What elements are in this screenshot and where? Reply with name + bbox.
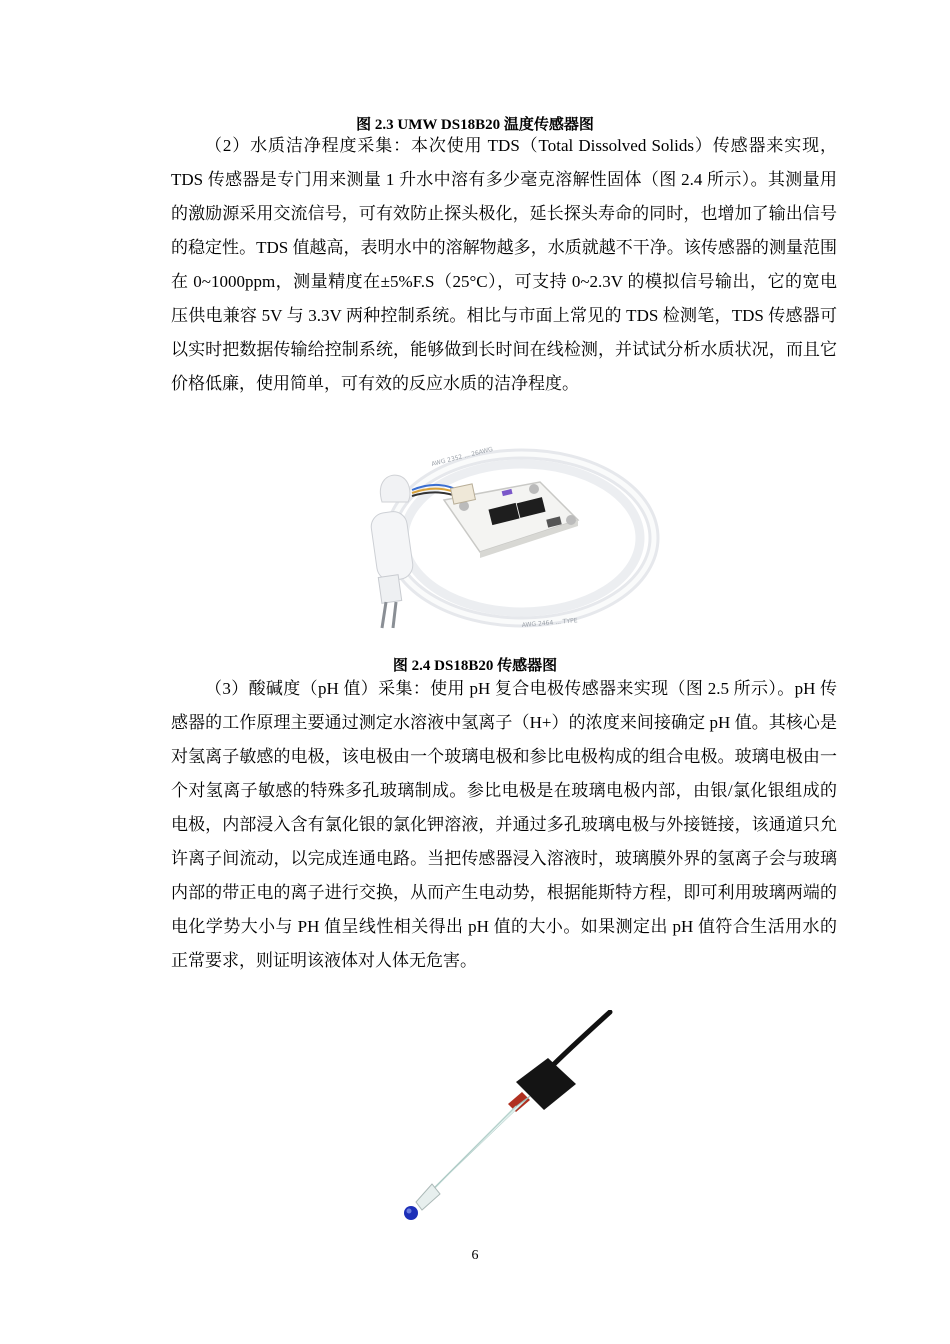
paragraph-ph: （3）酸碱度（pH 值）采集：使用 pH 复合电极传感器来实现（图 2.5 所示）。pH 传感器的工作原理主要通过测定水溶液中氢离子（H+）的浓度来间接确定 pH 值。其核心是对氢离子敏感的电极，该电极由一个玻璃电极和参比电极构成的组合电极。玻璃电极由一个对氢离子敏感的特殊多孔玻璃制成。参比电极是在玻璃电极内部，由银/氯化银组成的电极，内部浸入含有氯化银的氯化钾溶液，并通过多孔玻璃电极与外接链接，该通道只允许离子间流动，以完成连通电路。当把传感器浸入溶液时，玻璃膜外界的氢离子会与玻璃内部的带正电的离子进行交换，从而产生电动势，根据能斯特方程，即可利用玻璃两端的电化学势大小与 PH 值呈线性相关得出 pH 值的大小。如果测定出 pH 值符合生活用水的正常要求，则证明该液体对人体无危害。 bbox=[171, 679, 837, 970]
paragraph-tds: （2）水质洁净程度采集：本次使用 TDS（Total Dissolved Solids）传感器来实现，TDS 传感器是专门用来测量 1 升水中溶有多少毫克溶解性固体（图 2.4 所示）。其测量用的激励源采用交流信号，可有效防止探头极化，延长探头寿命的同时，也增加了输出信号的稳定性。TDS 值越高，表明水中的溶解物越多，水质就越不干净。该传感器的测量范围在 0~1000ppm，测量精度在±5%F.S（25°C），可支持 0~2.3V 的模拟信号输出，它的宽电压供电兼容 5V 与 3.3V 两种控制系统。相比与市面上常见的 TDS 检测笔，TDS 传感器可以实时把数据传输给控制系统，能够做到长时间在线检测，并试试分析水质状况，而且它价格低廉，使用简单，可有效的反应水质的洁净程度。 bbox=[171, 136, 837, 393]
ph-electrode-image bbox=[398, 1010, 618, 1225]
svg-text:AWG 2464 ... TYPE: AWG 2464 ... TYPE bbox=[521, 617, 578, 629]
tds-sensor-image bbox=[352, 442, 664, 638]
figure-2-3-caption: 图 2.3 UMW DS18B20 温度传感器图 bbox=[356, 117, 594, 133]
svg-text:AWG 2352 ... 26AWG: AWG 2352 ... 26AWG bbox=[430, 445, 494, 468]
page-number: 6 bbox=[471, 1248, 479, 1263]
figure-2-4-caption: 图 2.4 DS18B20 传感器图 bbox=[392, 658, 558, 674]
